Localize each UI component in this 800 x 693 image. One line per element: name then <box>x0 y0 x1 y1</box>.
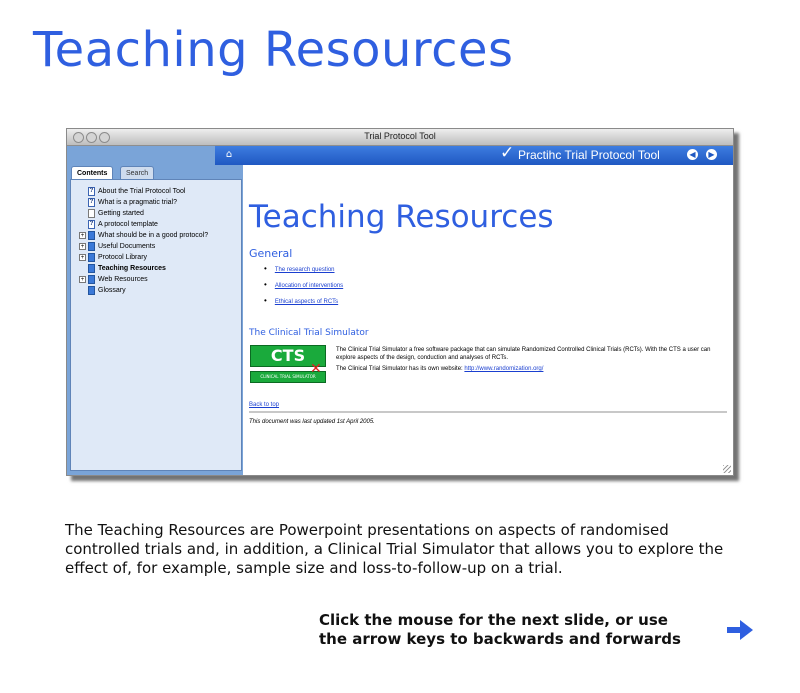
tree-item-useful-documents[interactable] <box>79 241 155 252</box>
folder-icon <box>88 264 95 273</box>
window-titlebar <box>67 129 733 146</box>
help-doc-icon: ? <box>89 187 94 194</box>
tab-search[interactable]: Search <box>120 166 154 180</box>
website-prefix: The Clinical Trial Simulator has its own website: <box>336 366 465 372</box>
tree-item-pragmatic[interactable] <box>79 197 177 208</box>
cts-logo-subtext: CLINICAL TRIAL SIMULATOR <box>250 371 326 383</box>
back-arrow-icon[interactable]: ◀ <box>687 149 698 160</box>
simulator-description: The Clinical Trial Simulator a free software package that can simulate Randomized Controlled Clinical Trials (RCTs). With the CTS a user can explore aspects of the design, conduction and analyses of RCTs. <box>336 347 711 361</box>
tree-item-label: Protocol Library <box>98 254 148 261</box>
expand-icon[interactable]: + <box>80 254 85 261</box>
tree-item-label: Glossary <box>98 287 126 294</box>
tree-item-label: Getting started <box>98 210 144 217</box>
last-updated: This document was last updated 1st April 2005. <box>249 419 375 425</box>
cts-logo-text: CTS <box>250 345 326 367</box>
divider <box>249 411 727 413</box>
sidebar <box>67 146 243 475</box>
toolbar-brand: Practihc Trial Protocol Tool <box>518 148 660 162</box>
page-icon <box>88 209 95 218</box>
tab-contents[interactable]: Contents <box>71 166 113 180</box>
window-title: Trial Protocol Tool <box>364 131 436 141</box>
app-window-screenshot <box>66 128 734 476</box>
tree-item-label: What is a pragmatic trial? <box>98 199 177 206</box>
tree-item-label: Teaching Resources <box>98 265 166 272</box>
slide-instructions <box>319 611 729 649</box>
section-simulator: The Clinical Trial Simulator <box>249 328 369 338</box>
folder-icon <box>88 275 95 284</box>
instructions-line-1: Click the mouse for the next slide, or use <box>319 611 668 629</box>
forward-arrow-icon[interactable]: ▶ <box>706 149 717 160</box>
tree-item-label: Useful Documents <box>98 243 156 250</box>
help-doc-icon: ? <box>89 220 94 227</box>
tree-item-label: About the Trial Protocol Tool <box>98 188 186 195</box>
folder-icon <box>88 253 95 262</box>
cts-logo <box>250 345 326 389</box>
tree-item-label: A protocol template <box>98 221 158 228</box>
section-general: General <box>249 247 293 260</box>
tree-item-label: What should be in a good protocol? <box>98 232 209 239</box>
simulator-website-line <box>336 365 726 373</box>
folder-icon <box>88 242 95 251</box>
link-ethical-aspects[interactable]: • Ethical aspects of RCTs <box>264 296 338 305</box>
help-doc-icon: ? <box>89 198 94 205</box>
app-toolbar <box>215 143 733 165</box>
cross-mark-icon: ✕ <box>310 361 322 377</box>
folder-icon <box>88 286 95 295</box>
tree-item-about[interactable] <box>79 186 185 197</box>
folder-icon <box>88 231 95 240</box>
tree-item-label: Web Resources <box>98 276 148 283</box>
home-icon[interactable]: ⌂ <box>225 149 233 160</box>
slide-description: The Teaching Resources are Powerpoint presentations on aspects of randomised controlled trials and, in addition, a Clinical Trial Simulator that allows you to explore the effect of, for example, sample size and loss-to-follow-up on a trial. <box>65 521 724 577</box>
expand-icon[interactable]: + <box>80 276 85 283</box>
link-allocation[interactable]: • Allocation of interventions <box>264 280 343 289</box>
tree-item-glossary[interactable] <box>79 285 126 296</box>
content-pane <box>244 165 733 475</box>
link-research-question[interactable]: • The research question <box>264 264 335 273</box>
tree-item-getting-started[interactable] <box>79 208 144 219</box>
expand-icon[interactable]: + <box>80 232 85 239</box>
simulator-website-link[interactable]: http://www.randomization.org/ <box>464 366 544 372</box>
tree-item-protocol-library[interactable] <box>79 252 147 263</box>
right-arrow-icon[interactable] <box>726 617 754 643</box>
contents-tree <box>70 179 242 471</box>
tree-item-template[interactable] <box>79 219 158 230</box>
tree-item-web-resources[interactable] <box>79 274 148 285</box>
slide-title: Teaching Resources <box>33 22 514 78</box>
instructions-line-2: the arrow keys to backwards and forwards <box>319 630 681 648</box>
tree-item-teaching-resources[interactable] <box>79 263 166 274</box>
content-heading: Teaching Resources <box>249 199 554 235</box>
expand-icon[interactable]: + <box>80 243 85 250</box>
checkmark-logo-icon: ✓ <box>500 143 515 163</box>
resize-grip-icon[interactable] <box>723 465 731 473</box>
back-to-top-link[interactable]: Back to top <box>249 402 280 408</box>
tree-item-good-protocol[interactable] <box>79 230 208 241</box>
